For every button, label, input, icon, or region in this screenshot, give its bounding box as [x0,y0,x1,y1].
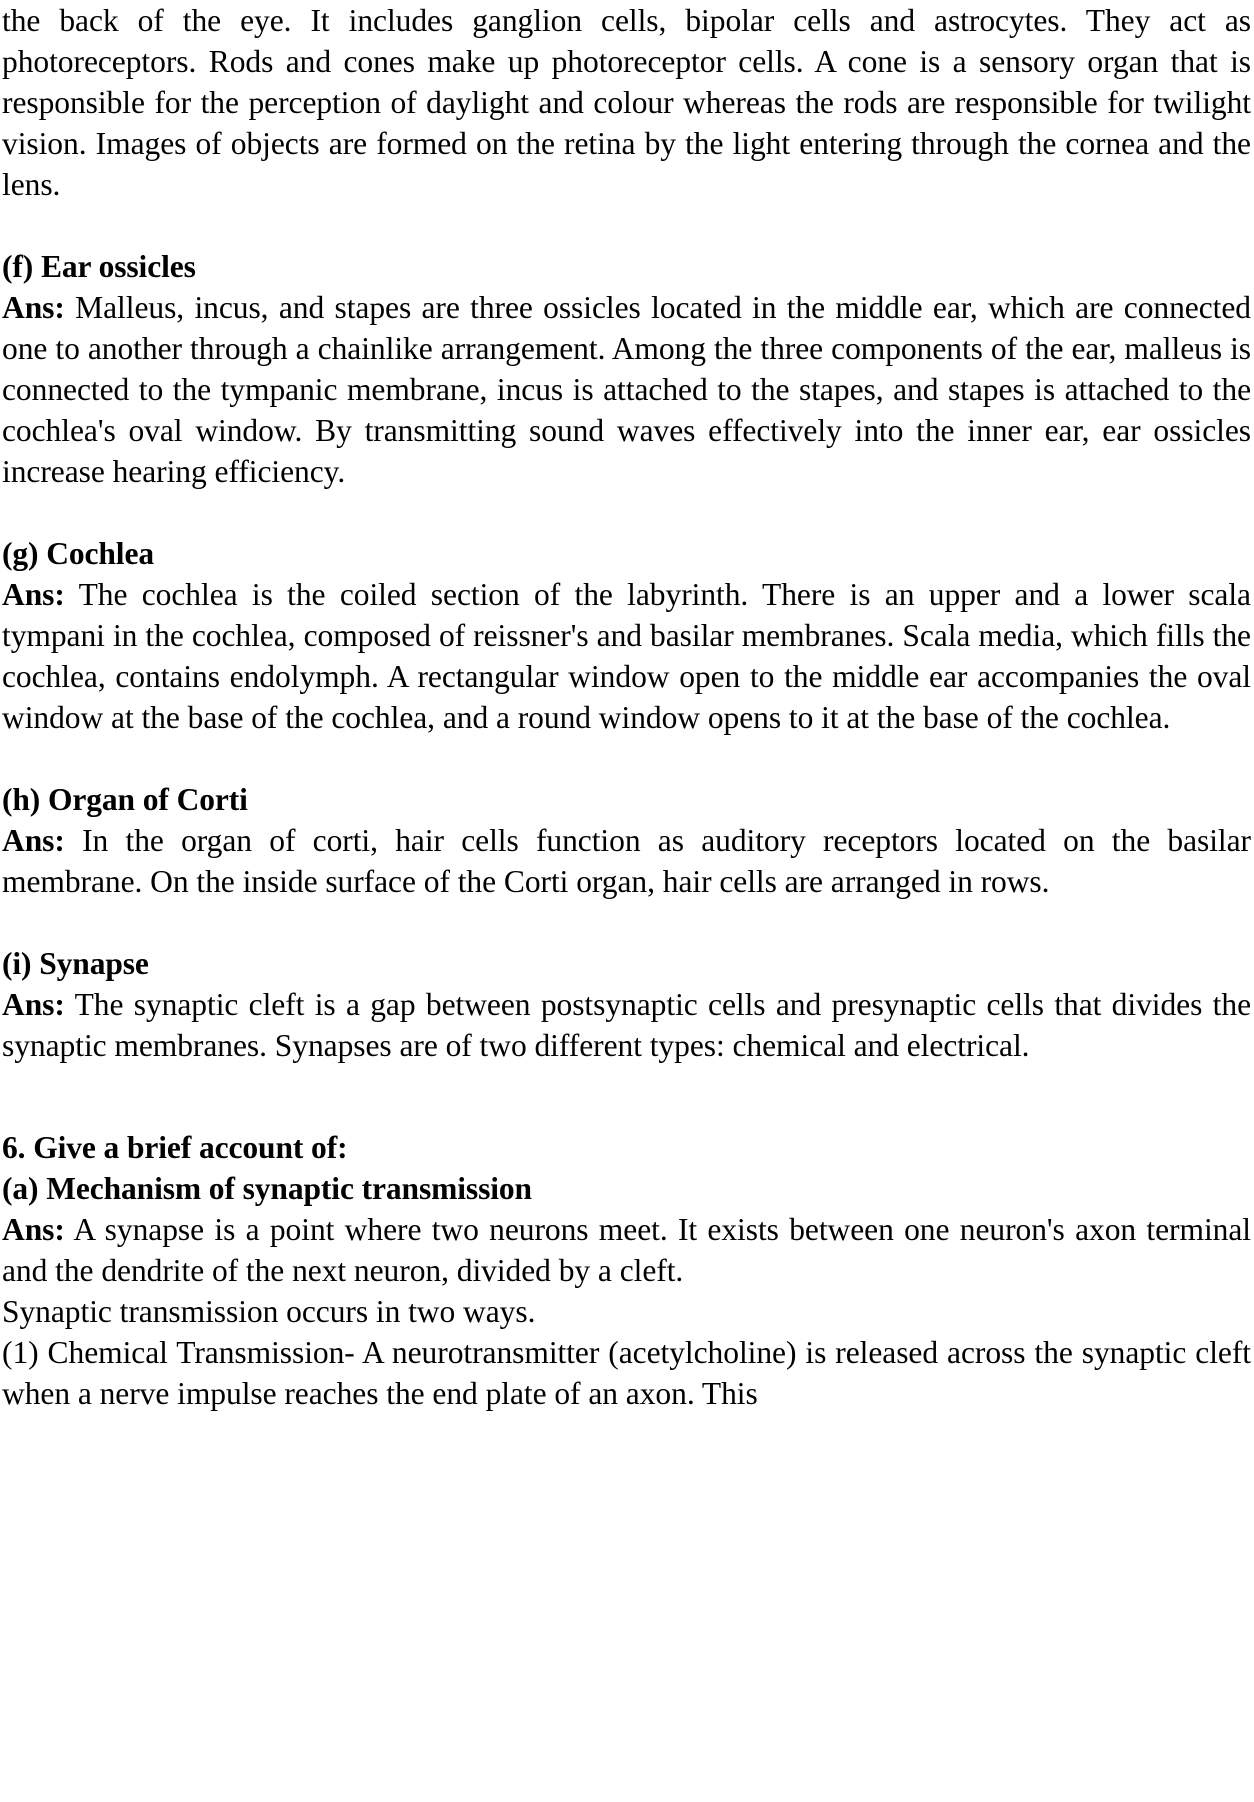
heading-question-6a: (a) Mechanism of synaptic transmission [2,1171,532,1206]
answer-text-i: The synaptic cleft is a gap between postsynaptic cells and presynaptic cells that divides the synaptic membranes. Synapses are of two different types: chemical and electrical. [2,987,1251,1063]
answer-label-g: Ans: [2,577,65,612]
answer-text-f: Malleus, incus, and stapes are three ossicles located in the middle ear, which are connected one to another through a chainlike arrangement. Among the three components of the ear, malleus is connected to the tympanic membrane, incus is attached to the stapes, and stapes is attached to the cochlea's oval window. By transmitting sound waves effectively into the inner ear, ear ossicles increase hearing efficiency. [2,290,1251,489]
heading-question-6: 6. Give a brief account of: [2,1130,348,1165]
paragraph-spacer [2,205,1251,246]
answer-text-g: The cochlea is the coiled section of the labyrinth. There is an upper and a lower scala tympani in the cochlea, composed of reissner's and basilar membranes. Scala media, which fills the cochlea, contains endolymph. A rectangular window open to the middle ear accompanies the oval window at the base of the cochlea, and a round window opens to it at the base of the cochlea. [2,577,1251,735]
paragraph-transmission-ways: Synaptic transmission occurs in two ways. [2,1294,536,1329]
answer-label-h: Ans: [2,823,65,858]
paragraph-spacer [2,1066,1251,1107]
answer-f-ear-ossicles [2,287,1251,492]
heading-h-organ-of-corti: (h) Organ of Corti [2,782,248,817]
heading-f-ear-ossicles: (f) Ear ossicles [2,249,196,284]
answer-label-f: Ans: [2,290,65,325]
paragraph-spacer [2,738,1251,779]
answer-i-synapse [2,984,1251,1066]
answer-label-i: Ans: [2,987,65,1022]
answer-h-organ-of-corti [2,820,1251,902]
answer-g-cochlea [2,574,1251,738]
heading-i-synapse: (i) Synapse [2,946,149,981]
answer-label-6a: Ans: [2,1212,65,1247]
heading-g-cochlea: (g) Cochlea [2,536,154,571]
paragraph-spacer-small [2,1107,1251,1127]
paragraph-spacer [2,902,1251,943]
answer-text-6a: A synapse is a point where two neurons meet. It exists between one neuron's axon terminal and the dendrite of the next neuron, divided by a cleft. [2,1212,1251,1288]
paragraph-chemical-transmission: (1) Chemical Transmission- A neurotransmitter (acetylcholine) is released across the synaptic cleft when a nerve impulse reaches the end plate of an axon. This [2,1335,1251,1411]
answer-question-6a [2,1209,1251,1291]
paragraph-intro-continued: the back of the eye. It includes ganglion cells, bipolar cells and astrocytes. They act as photoreceptors. Rods and cones make up photoreceptor cells. A cone is a sensory organ that is responsible for the perception of daylight and colour whereas the rods are responsible for twilight vision. Images of objects are formed on the retina by the light entering through the cornea and the lens. [2,3,1251,202]
paragraph-spacer [2,492,1251,533]
answer-text-h: In the organ of corti, hair cells function as auditory receptors located on the basilar membrane. On the inside surface of the Corti organ, hair cells are arranged in rows. [2,823,1251,899]
